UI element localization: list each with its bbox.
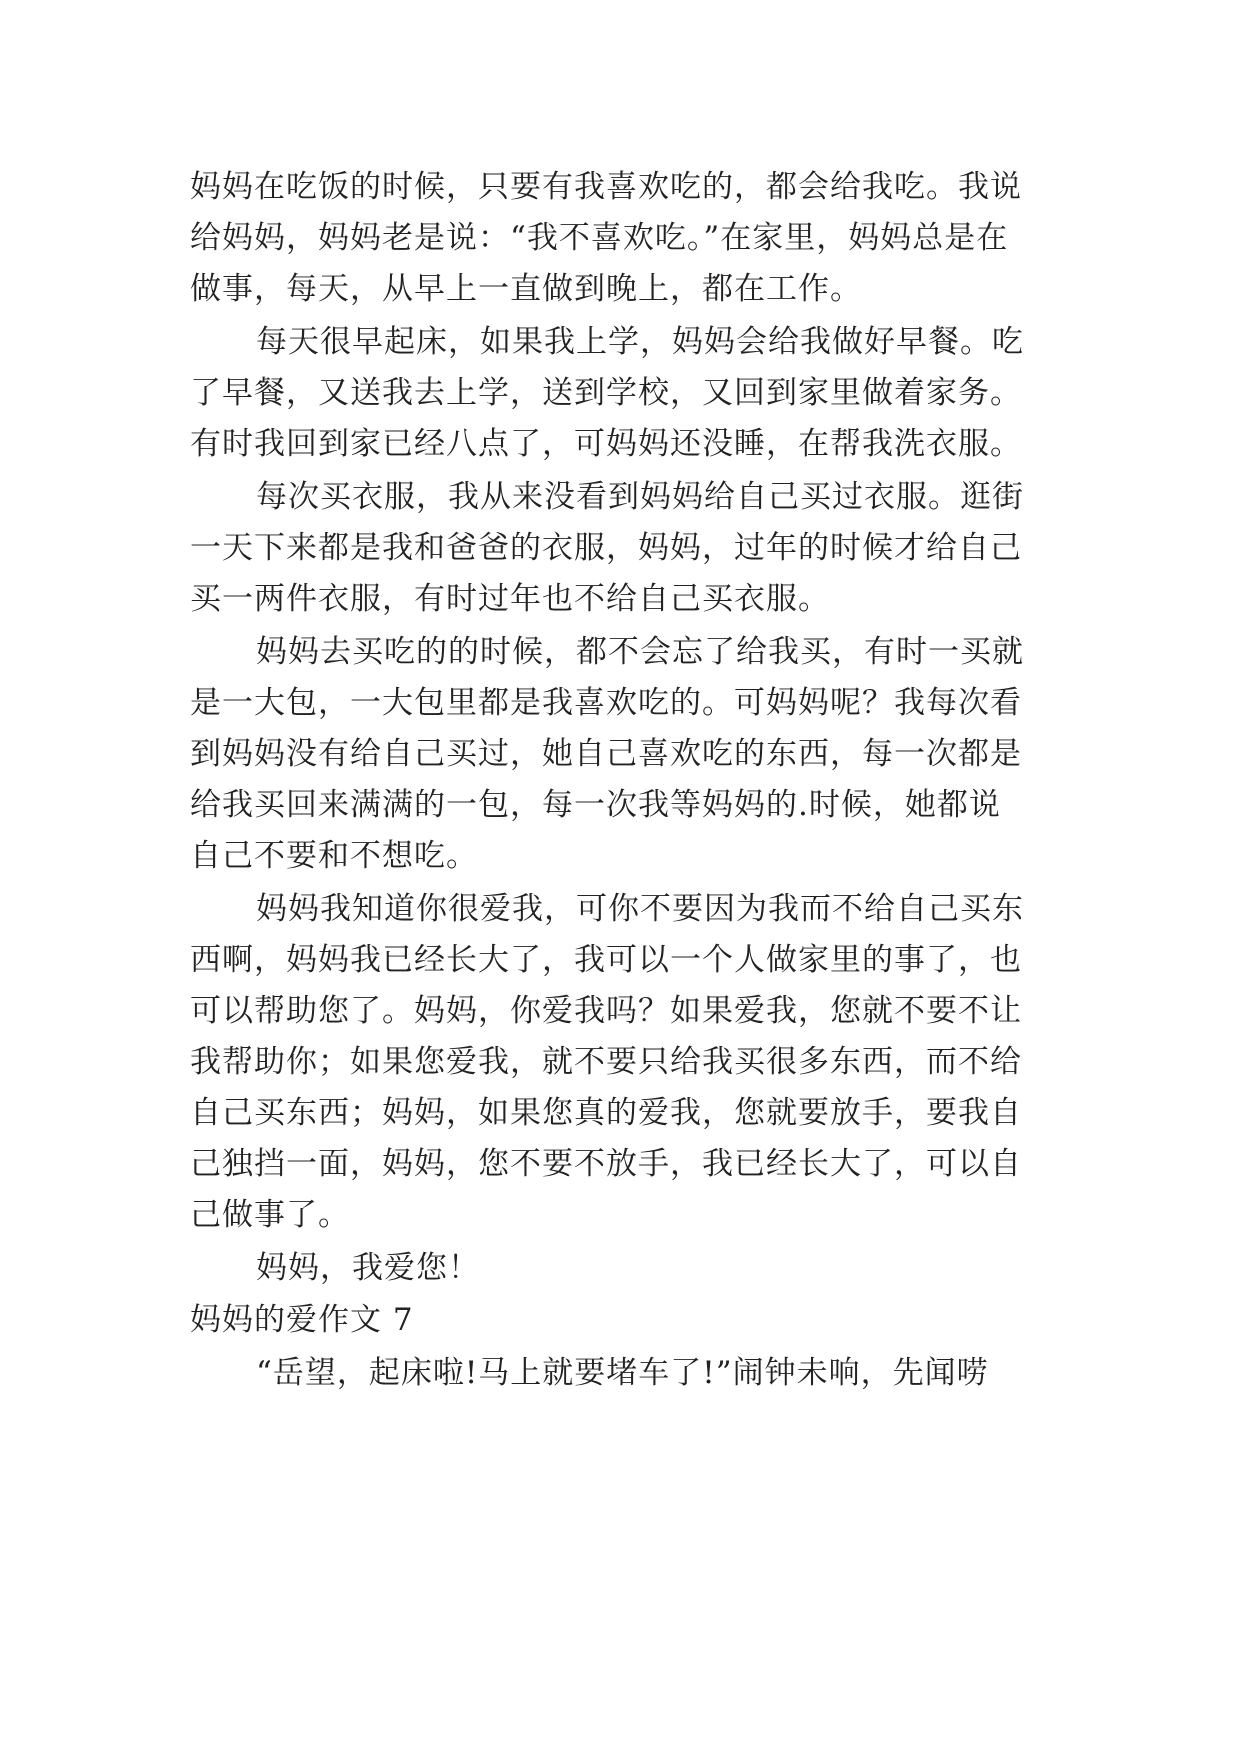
paragraph-line: 做事，每天，从早上一直做到晚上，都在工作。 bbox=[190, 271, 862, 307]
section-heading: 妈妈的爱作文 7 bbox=[190, 1302, 414, 1338]
paragraph-line: 妈妈去买吃的的时候，都不会忘了给我买，有时一买就 bbox=[256, 634, 1024, 670]
paragraph-line: 自己买东西；妈妈，如果您真的爱我，您就要放手，要我自 bbox=[190, 1095, 1022, 1131]
paragraph-line: 西啊，妈妈我已经长大了，我可以一个人做家里的事了，也 bbox=[190, 942, 1022, 978]
paragraph-line: 每次买衣服，我从来没看到妈妈给自己买过衣服。逛街 bbox=[256, 479, 1024, 515]
paragraph-line: 到妈妈没有给自己买过，她自己喜欢吃的东西，每一次都是 bbox=[190, 736, 1022, 772]
paragraph-line: 了早餐，又送我去上学，送到学校，又回到家里做着家务。 bbox=[190, 375, 1022, 411]
paragraph-line: 每天很早起床，如果我上学，妈妈会给我做好早餐。吃 bbox=[256, 324, 1024, 360]
paragraph-line: “岳望，起床啦!马上就要堵车了!”闹钟未响，先闻唠 bbox=[256, 1355, 989, 1391]
paragraph-line: 可以帮助您了。妈妈，你爱我吗？如果爱我，您就不要不让 bbox=[190, 993, 1022, 1029]
paragraph-line: 有时我回到家已经八点了，可妈妈还没睡，在帮我洗衣服。 bbox=[190, 426, 1022, 462]
paragraph-line: 我帮助你；如果您爱我，就不要只给我买很多东西，而不给 bbox=[190, 1044, 1022, 1080]
paragraph-line: 妈妈我知道你很爱我，可你不要因为我而不给自己买东 bbox=[256, 891, 1024, 927]
paragraph-line: 己做事了。 bbox=[190, 1197, 350, 1233]
paragraph-line: 是一大包，一大包里都是我喜欢吃的。可妈妈呢？我每次看 bbox=[190, 685, 1022, 721]
paragraph-line: 己独挡一面，妈妈，您不要不放手，我已经长大了，可以自 bbox=[190, 1146, 1022, 1182]
paragraph-line: 一天下来都是我和爸爸的衣服，妈妈，过年的时候才给自己 bbox=[190, 530, 1022, 566]
paragraph-line: 买一两件衣服，有时过年也不给自己买衣服。 bbox=[190, 581, 830, 617]
paragraph-line: 给我买回来满满的一包，每一次我等妈妈的.时候，她都说 bbox=[190, 787, 1001, 823]
paragraph-line: 给妈妈，妈妈老是说：“我不喜欢吃。”在家里，妈妈总是在 bbox=[190, 220, 1009, 256]
paragraph-line: 自己不要和不想吃。 bbox=[190, 838, 478, 874]
paragraph-line: 妈妈，我爱您！ bbox=[256, 1250, 480, 1286]
paragraph-line: 妈妈在吃饭的时候，只要有我喜欢吃的，都会给我吃。我说 bbox=[190, 169, 1022, 205]
